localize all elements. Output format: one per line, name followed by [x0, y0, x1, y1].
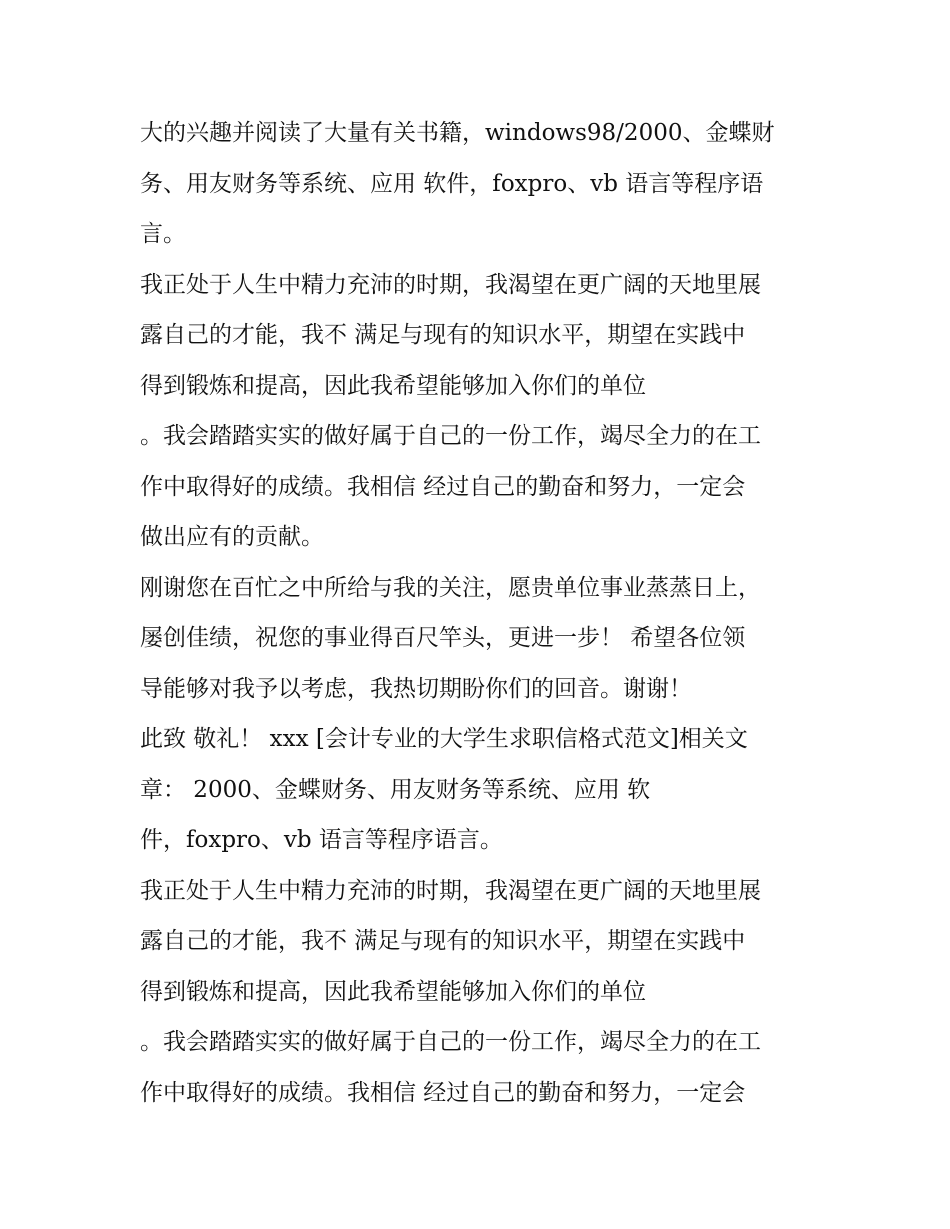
text-line: 作中取得好的成绩。我相信 经过自己的勤奋和努力，一定会: [140, 1079, 746, 1106]
text-line: 。我会踏踏实实的做好属于自己的一份工作，竭尽全力的在工: [140, 1029, 761, 1055]
text-line: 件，foxpro、vb 语言等程序语言。: [140, 827, 503, 853]
text-line: 屡创佳绩，祝您的事业得百尺竿头，更进一步！ 希望各位领: [140, 625, 746, 651]
text-line: 章： 2000、金蝶财务、用友财务等系统、应用 软: [140, 776, 651, 803]
text-line: 刚谢您在百忙之中所给与我的关注，愿贵单位事业蒸蒸日上，: [140, 574, 761, 601]
text-line: 我正处于人生中精力充沛的时期，我渴望在更广阔的天地里展: [140, 271, 761, 298]
text-line: 导能够对我予以考虑，我热切期盼你们的回音。谢谢！: [140, 675, 692, 702]
document-body: [140, 108, 830, 1118]
text-line: 得到锻炼和提高，因此我希望能够加入你们的单位: [140, 978, 646, 1005]
text-line: 露自己的才能，我不 满足与现有的知识水平，期望在实践中: [140, 928, 746, 954]
text-line: 做出应有的贡献。: [140, 524, 324, 550]
text-line: 此致 敬礼！ xxx [会计专业的大学生求职信格式范文]相关文: [140, 726, 748, 752]
text-line: 大的兴趣并阅读了大量有关书籍，windows98/2000、金蝶财: [140, 120, 775, 146]
text-line: 作中取得好的成绩。我相信 经过自己的勤奋和努力，一定会: [140, 473, 746, 500]
text-line: 得到锻炼和提高，因此我希望能够加入你们的单位: [140, 372, 646, 399]
text-line: 露自己的才能，我不 满足与现有的知识水平，期望在实践中: [140, 322, 746, 348]
text-line: 。我会踏踏实实的做好属于自己的一份工作，竭尽全力的在工: [140, 423, 761, 449]
text-line: 我正处于人生中精力充沛的时期，我渴望在更广阔的天地里展: [140, 877, 761, 904]
text-line: 言。: [140, 221, 186, 247]
text-line: 务、用友财务等系统、应用 软件，foxpro、vb 语言等程序语: [140, 170, 764, 197]
